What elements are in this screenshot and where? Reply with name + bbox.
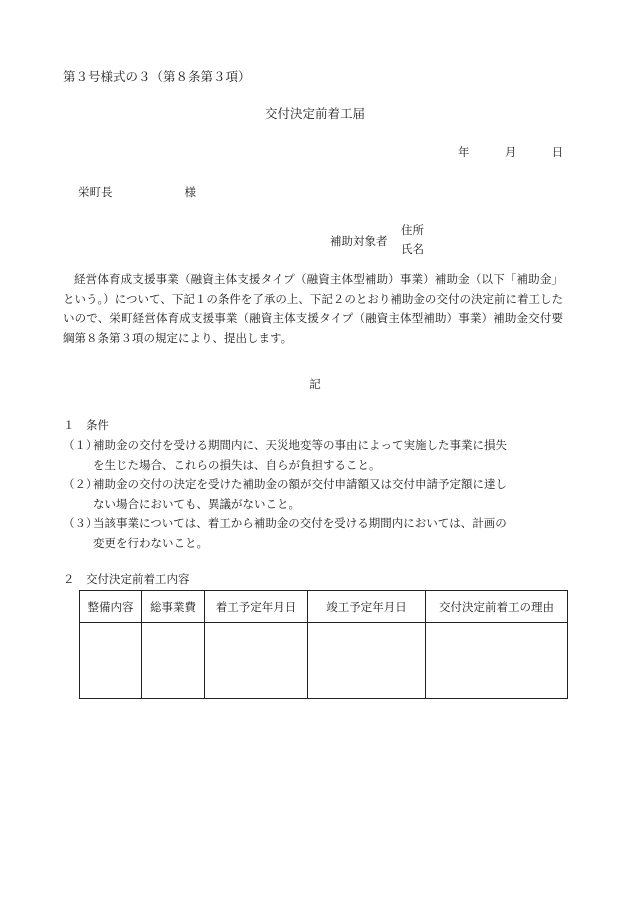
section-2-title: ２ 交付決定前着工内容 xyxy=(63,572,190,586)
addressee-honorific: 様 xyxy=(184,185,196,199)
section-1-title: １ 条件 xyxy=(63,418,109,432)
body-paragraph: 経営体育成支援事業（融資主体支援タイプ（融資主体型補助）事業）補助金（以下「補助金」という。）について、下記１の条件を了承の上、下記２のとおり補助金の交付の決定前に着工したいので、栄町経営体育成支援事業（融資主体支援タイプ（融資主体型補助）事業）補助金交付要綱第８条第３項の規定により、提出します。 xyxy=(63,272,563,345)
header-cell: 竣工予定年月日 xyxy=(308,591,426,623)
applicant-label: 補助対象者 xyxy=(330,234,388,248)
table-cell-maintenance[interactable] xyxy=(80,623,142,699)
date-month-label: 月 xyxy=(504,145,517,159)
table-header-row xyxy=(80,591,568,623)
table-cell-start-date[interactable] xyxy=(205,623,308,699)
header-cell: 整備内容 xyxy=(80,591,142,623)
condition-line: を生じた場合、これらの損失は、自らが負担すること。 xyxy=(93,457,381,472)
condition-item xyxy=(63,436,563,475)
condition-item xyxy=(63,475,563,514)
page-title: 交付決定前着工届 xyxy=(264,106,365,121)
date-line xyxy=(458,144,563,160)
form-number: 第３号様式の３（第８条第３項） xyxy=(63,69,251,84)
condition-item xyxy=(63,514,563,553)
ki-heading: 記 xyxy=(309,377,321,391)
condition-line: 補助金の交付の決定を受けた補助金の額が交付申請額又は交付申請予定額に達し xyxy=(93,477,507,491)
addressee xyxy=(78,184,196,200)
header-cell: 交付決定前着工の理由 xyxy=(426,591,568,623)
table-row xyxy=(80,623,568,699)
condition-line: 当該事業については、着工から補助金の交付を受ける期間内においては、計画の xyxy=(93,516,507,530)
table-cell-total-cost[interactable] xyxy=(142,623,205,699)
addressee-name: 栄町長 xyxy=(78,185,113,199)
date-year-label: 年 xyxy=(458,145,470,159)
condition-number: （２） xyxy=(63,477,98,491)
condition-number: （３） xyxy=(63,516,98,530)
condition-line: ない場合においても、異議がないこと。 xyxy=(93,496,300,511)
table-cell-reason[interactable] xyxy=(426,623,568,699)
header-cell: 総事業費 xyxy=(142,591,205,623)
name-label: 氏名 xyxy=(401,242,424,256)
header-cell: 着工予定年月日 xyxy=(205,591,308,623)
date-day-label: 日 xyxy=(551,145,564,159)
address-label: 住所 xyxy=(401,223,424,237)
table-cell-completion-date[interactable] xyxy=(308,623,426,699)
condition-line: 補助金の交付を受ける期間内に、天災地変等の事由によって実施した事業に損失 xyxy=(93,438,507,452)
condition-number: （１） xyxy=(63,438,98,452)
condition-line: 変更を行わないこと。 xyxy=(93,535,208,550)
schedule-table xyxy=(79,590,568,699)
